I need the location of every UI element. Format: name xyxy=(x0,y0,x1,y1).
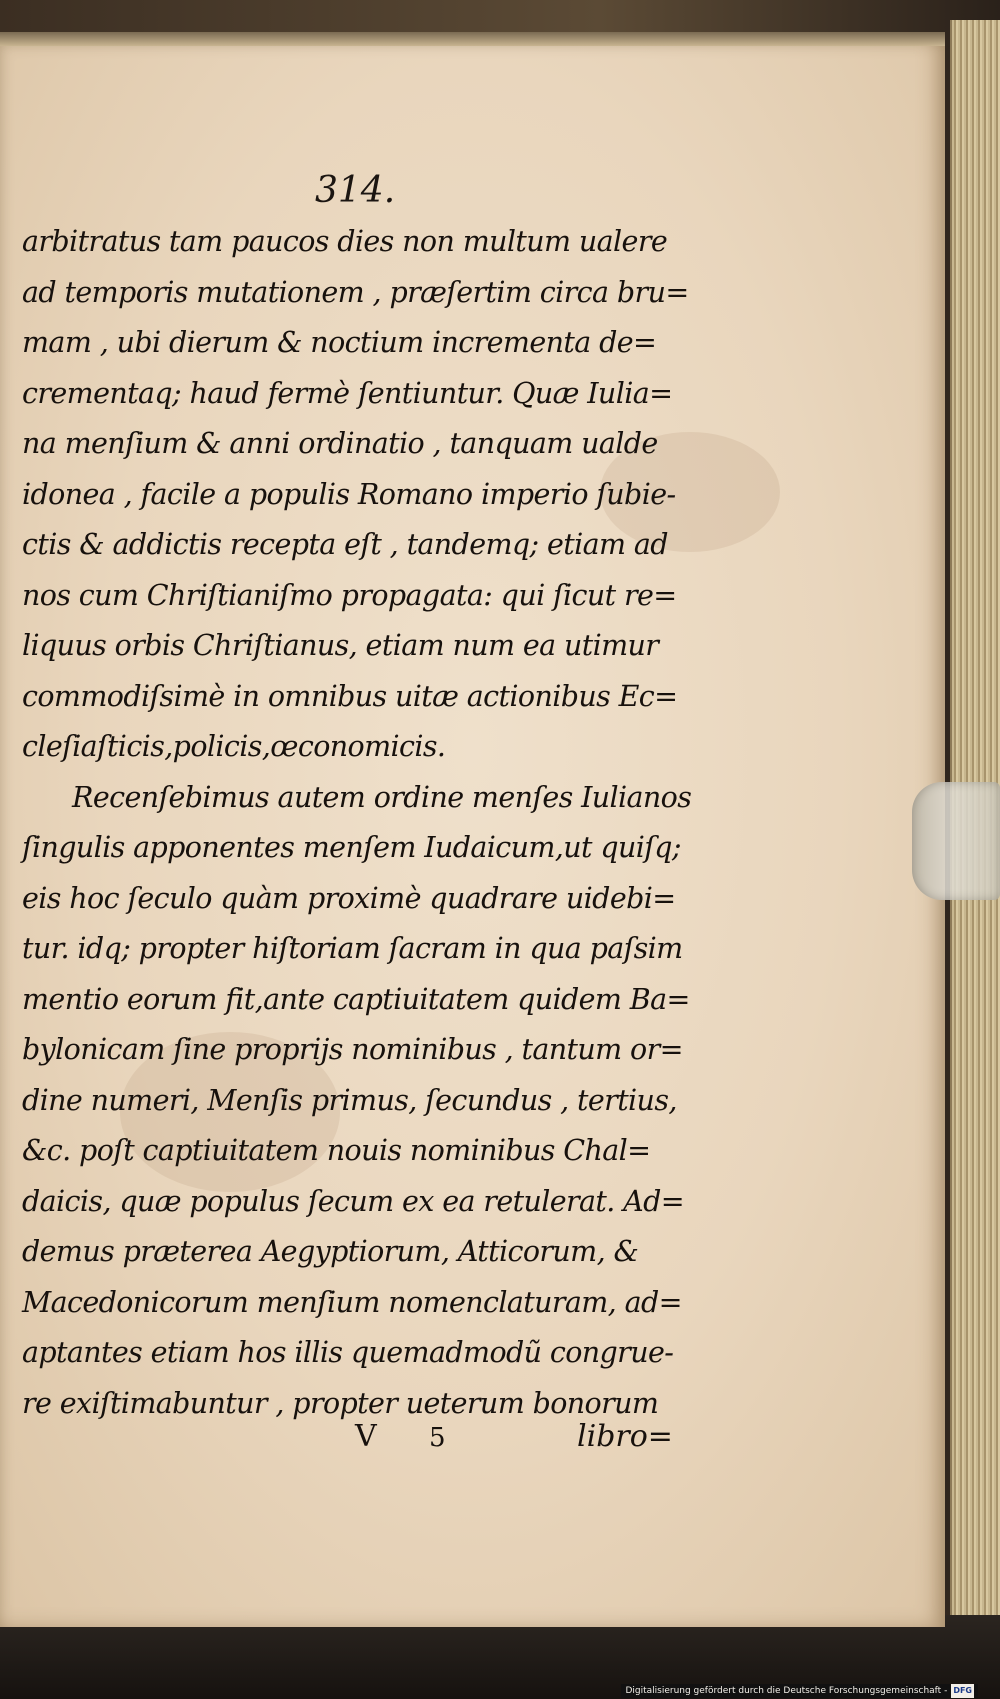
text-line: commodiſsimè in omnibus uitæ actionibus Ec= xyxy=(22,679,678,713)
text-line: mam , ubi dierum & noctium incrementa de= xyxy=(22,326,657,359)
text-line: ctis & addictis recepta eſt , tandemq; etiam ad xyxy=(22,528,668,561)
book-page xyxy=(0,32,945,1627)
text-line: na menſium & anni ordinatio , tanquam ualde xyxy=(22,427,658,460)
catchword: libro= xyxy=(577,1419,673,1454)
paragraph-start-line: Recenſebimus autem ordine menſes Iulianos xyxy=(72,780,692,814)
text-line: cleſiaſticis,policis,œconomicis. xyxy=(22,730,446,763)
text-line: mentio eorum fit,ante captiuitatem quidem Ba= xyxy=(22,982,690,1016)
credit-text: Digitalisierung gefördert durch die Deutsche Forschungsgemeinschaft - xyxy=(625,1686,948,1696)
dfg-logo: DFG xyxy=(951,1684,974,1698)
text-line: idonea , facile a populis Romano imperio ſubie- xyxy=(22,477,676,511)
body-text xyxy=(22,217,692,1429)
text-line: re exiſtimabuntur , propter ueterum bonorum xyxy=(22,1386,659,1420)
digitization-credit xyxy=(621,1684,978,1698)
page-clip xyxy=(912,782,1000,900)
text-line: crementaq; haud fermè ſentiuntur. Quæ Iulia= xyxy=(22,376,673,410)
text-line: arbitratus tam paucos dies non multum ualere xyxy=(22,225,668,258)
text-line: Macedonicorum menſium nomenclaturam, ad= xyxy=(22,1285,682,1319)
signature-row xyxy=(355,1419,675,1469)
text-line: liquus orbis Chriſtianus, etiam num ea utimur xyxy=(22,629,659,662)
page-number: 314. xyxy=(315,170,396,211)
text-line: ad temporis mutationem , præſertim circa bru= xyxy=(22,275,689,309)
page-top-shadow xyxy=(0,32,945,46)
text-line: bylonicam ſine proprijs nominibus , tantum or= xyxy=(22,1033,683,1066)
text-line: demus præterea Aegyptiorum, Atticorum, & xyxy=(22,1235,639,1268)
signature-mark: V xyxy=(355,1419,377,1454)
text-line: eis hoc ſeculo quàm proximè quadrare uidebi= xyxy=(22,881,676,915)
text-line: tur. idq; propter hiſtoriam ſacram in qua paſsim xyxy=(22,932,683,965)
text-line: daicis, quæ populus ſecum ex ea retulerat. Ad= xyxy=(22,1184,685,1218)
text-line: &c. poſt captiuitatem nouis nominibus Chal= xyxy=(22,1134,651,1167)
text-line: aptantes etiam hos illis quemadmodũ congrue- xyxy=(22,1336,674,1369)
text-line: ſingulis apponentes menſem Iudaicum,ut quiſq; xyxy=(22,831,681,864)
signature-number: 5 xyxy=(429,1423,446,1453)
text-line: nos cum Chriſtianiſmo propagata: qui ſicut re= xyxy=(22,578,677,612)
text-line: dine numeri, Menſis primus, ſecundus , tertius, xyxy=(22,1083,677,1117)
